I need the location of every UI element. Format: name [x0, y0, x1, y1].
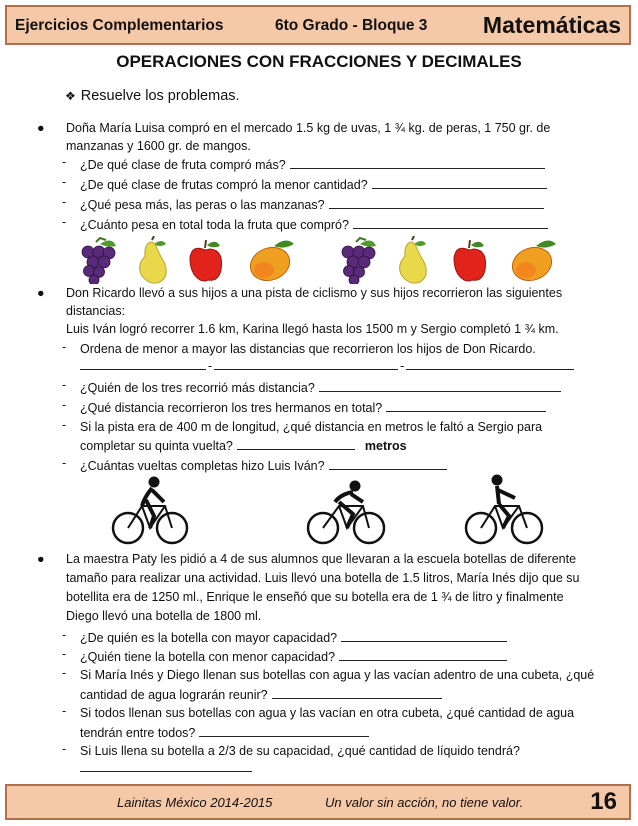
problem-2-line: distancias: — [66, 304, 126, 318]
question-2-1: Ordena de menor a mayor las distancias que recorrieron los hijos de Don Ricardo. — [80, 342, 536, 356]
question-1-4 — [80, 215, 548, 234]
question-text: ¿Qué distancia recorrieron los tres hermanos en total? — [80, 401, 383, 415]
footer-motto: Un valor sin acción, no tiene valor. — [325, 795, 524, 810]
question-1-3 — [80, 195, 544, 214]
header-grade: 6to Grado - Bloque 3 — [275, 17, 428, 34]
cyclist-icon — [466, 475, 542, 543]
mango-icon — [508, 240, 557, 284]
cyclist-icon — [113, 477, 187, 543]
dash: - — [62, 742, 67, 756]
question-text: ¿Cuántas vueltas completas hizo Luis Iván? — [80, 459, 325, 473]
answer-line[interactable] — [80, 356, 206, 370]
dash: - — [62, 456, 67, 470]
question-text: ¿Qué pesa más, las peras o las manzanas? — [80, 198, 325, 212]
answer-line[interactable] — [290, 155, 545, 169]
answer-line[interactable] — [80, 758, 252, 772]
answer-line[interactable] — [341, 628, 507, 642]
question-3-5-answer — [80, 758, 252, 777]
answer-line[interactable] — [272, 685, 442, 699]
bullet-icon: ● — [37, 552, 45, 566]
dash: - — [62, 398, 67, 412]
cyclists-row — [105, 474, 555, 546]
answer-line[interactable] — [386, 398, 546, 412]
problem-3-line: La maestra Paty les pidió a 4 de sus alumnos que llevaran a la escuela botellas de diferente — [66, 552, 577, 566]
unit-label: metros — [364, 439, 407, 453]
grapes-icon — [82, 238, 116, 284]
question-1-1 — [80, 155, 545, 174]
problem-3-line: tamaño para realizar una actividad. Luis llevó una botella de 1.5 litros, María Inés dijo que su — [66, 571, 580, 585]
footer-author: Lainitas México 2014-2015 — [117, 795, 273, 810]
question-3-4-cont — [80, 723, 369, 742]
mango-icon — [246, 240, 295, 284]
problem-2-text — [66, 284, 601, 320]
apple-icon — [454, 240, 486, 281]
dash: - — [62, 418, 67, 432]
answer-line[interactable] — [406, 356, 574, 370]
question-text: completar su quinta vuelta? — [80, 439, 233, 453]
pear-icon — [400, 236, 427, 283]
question-2-4: Si la pista era de 400 m de longitud, ¿qué distancia en metros le faltó a Sergio para — [80, 420, 543, 434]
question-3-4: Si todos llenan sus botellas con agua y las vacían en otra cubeta, ¿qué cantidad de agua — [80, 706, 575, 720]
question-2-2 — [80, 378, 561, 397]
problem-3-line: botellita era de 1250 ml., Enrique le enseñó que su botella era de 1 ¾ de litro y finalmente — [66, 590, 564, 604]
instruction-text: Resuelve los problemas. — [80, 88, 240, 104]
apple-icon — [190, 240, 222, 281]
dash: - — [62, 704, 67, 718]
header-subject-series: Ejercicios Complementarios — [15, 17, 224, 34]
grapes-icon — [342, 238, 376, 284]
question-3-2 — [80, 647, 507, 666]
question-1-2 — [80, 175, 547, 194]
dash: - — [62, 175, 67, 189]
dash: - — [62, 647, 67, 661]
fruit-row — [70, 236, 570, 284]
question-3-5: Si Luis llena su botella a 2/3 de su capacidad, ¿qué cantidad de líquido tendrá? — [80, 744, 520, 758]
pear-icon — [140, 236, 167, 283]
problem-3-line: Diego llevó una botella de 1800 ml. — [66, 609, 262, 623]
question-text: ¿Quién de los tres recorrió más distancia? — [80, 381, 315, 395]
instruction — [65, 88, 240, 104]
answer-line[interactable] — [319, 378, 561, 392]
question-2-4-cont — [80, 436, 407, 455]
question-2-1-answers: - - — [80, 356, 574, 375]
header-subject: Matemáticas — [482, 12, 621, 38]
answer-line[interactable] — [339, 647, 507, 661]
answer-line[interactable] — [353, 215, 548, 229]
bullet-icon: ● — [37, 286, 45, 300]
question-text: ¿De qué clase de fruta compró más? — [80, 158, 286, 172]
page-footer — [5, 784, 631, 820]
dash: - — [62, 628, 67, 642]
problem-1-line: manzanas y 1600 gr. de mangos. — [66, 139, 251, 153]
question-2-3 — [80, 398, 546, 417]
dash: - — [62, 340, 67, 354]
problem-2-line: Don Ricardo llevó a sus hijos a una pista de ciclismo y sus hijos recorrieron las siguientes — [66, 286, 563, 300]
bullet-icon: ● — [37, 121, 45, 135]
dash: - — [62, 378, 67, 392]
answer-line[interactable] — [329, 195, 544, 209]
answer-line[interactable] — [237, 436, 355, 450]
problem-2-distances: Luis Iván logró recorrer 1.6 km, Karina llegó hasta los 1500 m y Sergio completó 1 ¾ km. — [66, 322, 559, 336]
question-3-3: Si María Inés y Diego llenan sus botellas con agua y las vacían adentro de una cubeta, ¿qué — [80, 668, 595, 682]
answer-line[interactable] — [329, 456, 447, 470]
question-2-5 — [80, 456, 447, 475]
dash: - — [62, 195, 67, 209]
problem-1-text — [66, 119, 601, 155]
question-text: ¿De quién es la botella con mayor capacidad? — [80, 631, 338, 645]
dash: - — [62, 215, 67, 229]
question-text: cantidad de agua lograrán reunir? — [80, 688, 268, 702]
dash: - — [62, 155, 67, 169]
question-3-1 — [80, 628, 507, 647]
question-3-3-cont — [80, 685, 442, 704]
page-title: OPERACIONES CON FRACCIONES Y DECIMALES — [116, 52, 522, 71]
problem-3-text — [66, 550, 601, 626]
question-text: ¿Cuánto pesa en total toda la fruta que compró? — [80, 218, 349, 232]
diamond-bullet-icon: ❖ — [65, 89, 76, 103]
question-text: ¿Quién tiene la botella con menor capacidad? — [80, 650, 336, 664]
answer-line[interactable] — [199, 723, 369, 737]
question-text: tendrán entre todos? — [80, 726, 196, 740]
page-header — [5, 5, 631, 45]
answer-line[interactable] — [214, 356, 398, 370]
cyclist-icon — [308, 481, 384, 543]
problem-1-line: Doña María Luisa compró en el mercado 1.5 kg de uvas, 1 ¾ kg. de peras, 1 750 gr. de — [66, 121, 551, 135]
question-text: ¿De qué clase de frutas compró la menor cantidad? — [80, 178, 368, 192]
page-number: 16 — [590, 788, 617, 815]
dash: - — [62, 666, 67, 680]
answer-line[interactable] — [372, 175, 547, 189]
